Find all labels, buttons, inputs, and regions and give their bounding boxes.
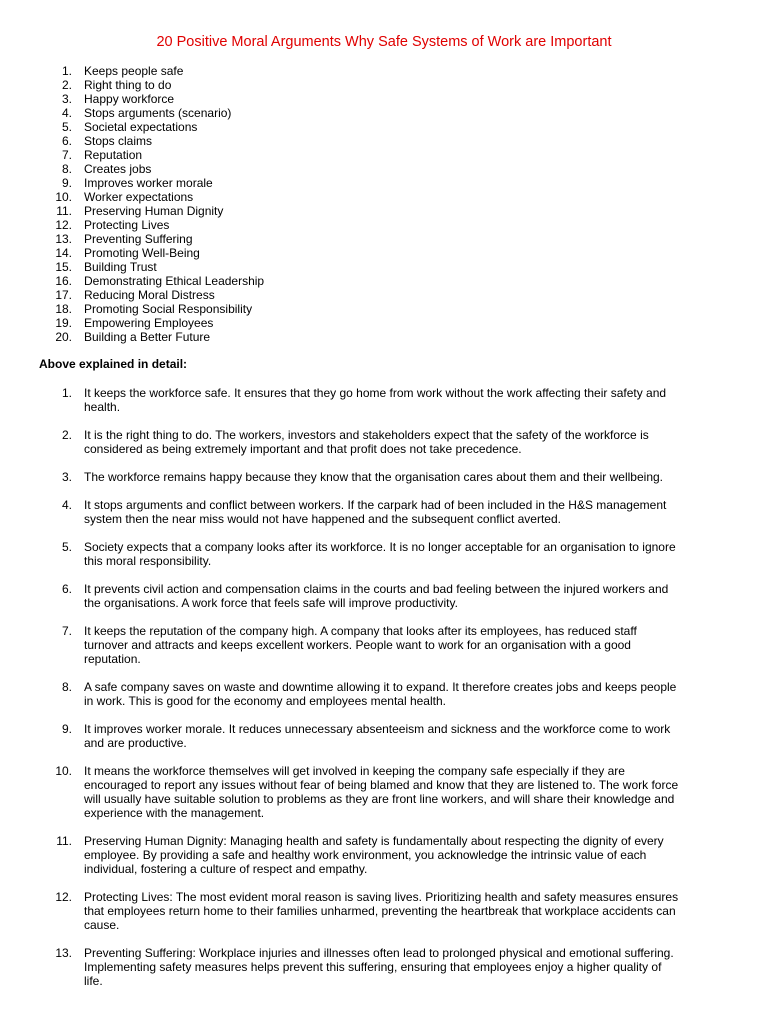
detail-text xyxy=(84,624,734,666)
detail-line: The workforce remains happy because they know that the organisation cares about them and their wellbeing. xyxy=(84,470,663,484)
list-text: Preserving Human Dignity xyxy=(84,204,224,218)
detail-text xyxy=(84,428,734,456)
detail-number: 4. xyxy=(61,498,72,512)
list-item xyxy=(0,330,768,344)
detail-line: considered as being extremely important and that profit does not take precedence. xyxy=(84,442,522,456)
list-item xyxy=(0,204,768,218)
list-item xyxy=(0,190,768,204)
detail-line: turnover and attracts and keeps excellent workers. People want to work for an organisation with a good xyxy=(84,638,631,652)
detail-line: Society expects that a company looks after its workforce. It is no longer acceptable for an organisation to ignore xyxy=(84,540,676,554)
list-text: Creates jobs xyxy=(84,162,152,176)
detail-item xyxy=(0,498,768,526)
detail-line: individual, fostering a culture of respect and empathy. xyxy=(84,862,368,876)
detail-line: It stops arguments and conflict between workers. If the carpark had of been included in the H&S management xyxy=(84,498,667,512)
detail-line: system then the near miss would not have happened and the subsequent conflict averted. xyxy=(84,512,561,526)
list-text: Promoting Well-Being xyxy=(84,246,200,260)
list-item xyxy=(0,176,768,190)
list-number: 19. xyxy=(55,316,72,330)
detail-line: A safe company saves on waste and downtime allowing it to expand. It therefore creates jobs and keeps people xyxy=(84,680,677,694)
detail-number: 11. xyxy=(56,834,72,848)
detail-line: It keeps the reputation of the company high. A company that looks after its employees, has reduced staff xyxy=(84,624,637,638)
detail-item xyxy=(0,624,768,666)
list-text: Societal expectations xyxy=(84,120,198,134)
list-item xyxy=(0,148,768,162)
list-text: Happy workforce xyxy=(84,92,175,106)
list-number: 18. xyxy=(55,302,72,316)
detail-line: the organisations. A work force that feels safe will improve productivity. xyxy=(84,596,458,610)
list-item xyxy=(0,162,768,176)
list-number: 12. xyxy=(55,218,72,232)
detail-item xyxy=(0,428,768,456)
detail-number: 3. xyxy=(61,470,72,484)
detail-line: life. xyxy=(84,974,103,988)
detail-line: It prevents civil action and compensation claims in the courts and bad feeling between the injured workers and xyxy=(84,582,669,596)
detail-number: 9. xyxy=(61,722,72,736)
list-item xyxy=(0,288,768,302)
detail-number: 12. xyxy=(55,890,72,904)
list-item xyxy=(0,302,768,316)
section-heading: Above explained in detail: xyxy=(39,357,188,371)
list-number: 16. xyxy=(55,274,72,288)
list-number: 3. xyxy=(61,92,72,106)
list-item xyxy=(0,92,768,106)
list-number: 1. xyxy=(61,64,72,78)
list-item xyxy=(0,64,768,78)
list-number: 14. xyxy=(55,246,72,260)
list-item xyxy=(0,78,768,92)
list-number: 17. xyxy=(55,288,72,302)
list-item xyxy=(0,260,768,274)
list-item xyxy=(0,106,768,120)
detail-line: It improves worker morale. It reduces unnecessary absenteeism and sickness and the workforce come to work xyxy=(84,722,671,736)
detail-line: that employees return home to their families unharmed, preventing the heartbreak that workplace accidents can xyxy=(84,904,676,918)
list-number: 11. xyxy=(56,204,72,218)
detail-number: 2. xyxy=(61,428,72,442)
list-number: 8. xyxy=(61,162,72,176)
list-text: Building Trust xyxy=(84,260,157,274)
detail-item xyxy=(0,764,768,820)
list-text: Improves worker morale xyxy=(84,176,213,190)
list-item xyxy=(0,246,768,260)
detail-item xyxy=(0,680,768,708)
detail-text xyxy=(84,890,734,932)
detail-line: It keeps the workforce safe. It ensures that they go home from work without the work affecting their safety and xyxy=(84,386,667,400)
detail-number: 5. xyxy=(61,540,72,554)
detail-line: Implementing safety measures helps prevent this suffering, ensuring that employees enjoy a higher quality of xyxy=(84,960,662,974)
detail-line: It means the workforce themselves will get involved in keeping the company safe especially if they are xyxy=(84,764,625,778)
detail-text xyxy=(84,540,734,568)
list-number: 5. xyxy=(61,120,72,134)
list-number: 10. xyxy=(55,190,72,204)
detail-number: 1. xyxy=(61,386,72,400)
detail-item xyxy=(0,946,768,988)
list-text: Reputation xyxy=(84,148,143,162)
detail-line: health. xyxy=(84,400,121,414)
detail-line: encouraged to report any issues without fear of being blamed and know that they are listened to. The work force xyxy=(84,778,679,792)
detail-list xyxy=(0,386,768,1002)
detail-line: reputation. xyxy=(84,652,141,666)
detail-line: Protecting Lives: The most evident moral reason is saving lives. Prioritizing health and safety measures ensures xyxy=(84,890,679,904)
detail-item xyxy=(0,386,768,414)
list-number: 2. xyxy=(61,78,72,92)
detail-item xyxy=(0,834,768,876)
summary-list xyxy=(0,64,768,344)
list-item xyxy=(0,120,768,134)
detail-line: Preserving Human Dignity: Managing health and safety is fundamentally about respecting the dignity of every xyxy=(84,834,664,848)
list-number: 6. xyxy=(61,134,72,148)
detail-line: will usually have suitable solution to problems as they are front line workers, and will share their knowledge and xyxy=(84,792,675,806)
detail-item xyxy=(0,890,768,932)
detail-text xyxy=(84,498,734,526)
page-title: 20 Positive Moral Arguments Why Safe Systems of Work are Important xyxy=(156,34,612,50)
list-number: 20. xyxy=(55,330,72,344)
detail-item xyxy=(0,722,768,750)
detail-line: in work. This is good for the economy and employees mental health. xyxy=(84,694,446,708)
detail-number: 13. xyxy=(55,946,72,960)
detail-number: 7. xyxy=(61,624,72,638)
list-text: Protecting Lives xyxy=(84,218,170,232)
list-number: 7. xyxy=(61,148,72,162)
list-number: 13. xyxy=(55,232,72,246)
list-text: Worker expectations xyxy=(84,190,194,204)
list-text: Reducing Moral Distress xyxy=(84,288,215,302)
detail-text xyxy=(84,582,734,610)
detail-text xyxy=(84,680,734,708)
detail-text xyxy=(84,946,734,988)
list-item xyxy=(0,232,768,246)
list-item xyxy=(0,274,768,288)
detail-line: It is the right thing to do. The workers, investors and stakeholders expect that the safety of the workforce is xyxy=(84,428,649,442)
list-item xyxy=(0,316,768,330)
detail-line: and are productive. xyxy=(84,736,187,750)
detail-item xyxy=(0,582,768,610)
list-text: Building a Better Future xyxy=(84,330,211,344)
detail-number: 8. xyxy=(61,680,72,694)
list-text: Empowering Employees xyxy=(84,316,214,330)
list-number: 4. xyxy=(61,106,72,120)
list-text: Right thing to do xyxy=(84,78,172,92)
detail-line: this moral responsibility. xyxy=(84,554,212,568)
detail-text xyxy=(84,470,734,484)
detail-number: 6. xyxy=(61,582,72,596)
detail-line: Preventing Suffering: Workplace injuries and illnesses often lead to prolonged physical and emotional suffering. xyxy=(84,946,674,960)
detail-text xyxy=(84,386,734,414)
list-text: Demonstrating Ethical Leadership xyxy=(84,274,265,288)
list-item xyxy=(0,218,768,232)
list-text: Stops arguments (scenario) xyxy=(84,106,232,120)
list-text: Promoting Social Responsibility xyxy=(84,302,253,316)
list-text: Keeps people safe xyxy=(84,64,184,78)
list-text: Stops claims xyxy=(84,134,153,148)
list-item xyxy=(0,134,768,148)
detail-line: experience with the management. xyxy=(84,806,265,820)
list-number: 9. xyxy=(61,176,72,190)
detail-line: employee. By providing a safe and healthy work environment, you acknowledge the intrinsic value of each xyxy=(84,848,647,862)
detail-item xyxy=(0,540,768,568)
detail-text xyxy=(84,834,734,876)
list-number: 15. xyxy=(55,260,72,274)
list-text: Preventing Suffering xyxy=(84,232,193,246)
detail-text xyxy=(84,764,734,820)
detail-text xyxy=(84,722,734,750)
detail-line: cause. xyxy=(84,918,120,932)
detail-item xyxy=(0,470,768,484)
detail-number: 10. xyxy=(55,764,72,778)
